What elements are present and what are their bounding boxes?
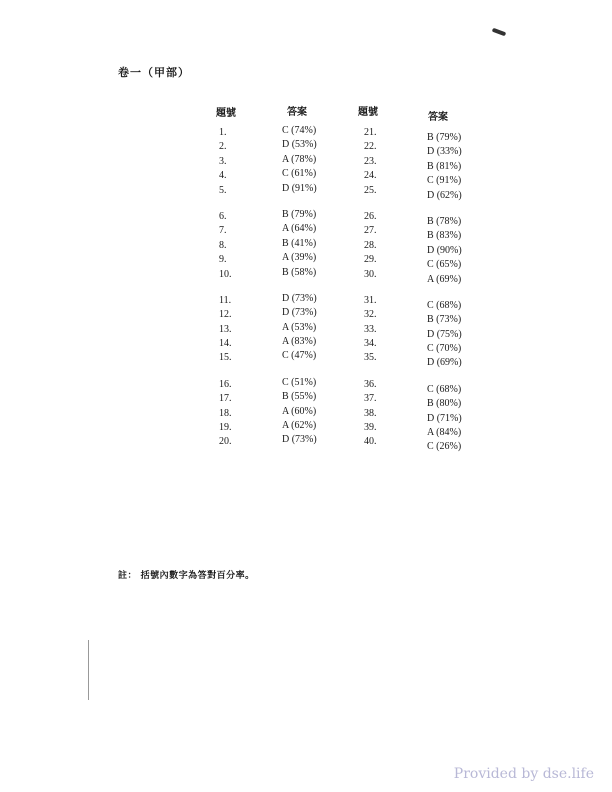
group-spacer <box>219 282 232 294</box>
answer-value: D (91%) <box>282 182 317 194</box>
question-number: 37. <box>364 393 377 405</box>
question-number: 5. <box>219 184 227 196</box>
group-spacer <box>282 364 317 376</box>
answer-value: D (73%) <box>282 434 317 446</box>
group-spacer <box>219 366 232 378</box>
answer-value: A (39%) <box>282 252 317 264</box>
group-spacer <box>427 287 462 299</box>
header-question-left: 題號 <box>216 108 236 119</box>
answer-value: D (53%) <box>282 139 317 151</box>
answer-value: A (62%) <box>282 420 317 432</box>
answer-value: D (33%) <box>427 146 462 158</box>
question-number: 6. <box>219 210 227 222</box>
answer-value: A (64%) <box>282 223 317 235</box>
answer-value: B (55%) <box>282 391 317 403</box>
question-number: 25. <box>364 184 377 196</box>
footnote: 註： 括號內數字為答對百分率。 <box>118 571 255 581</box>
header-answer-left: 答案 <box>287 107 307 118</box>
question-number: 15. <box>219 352 232 364</box>
question-number: 13. <box>219 323 232 335</box>
answer-value: D (73%) <box>282 307 317 319</box>
answer-value: C (61%) <box>282 168 317 180</box>
provider-watermark: Provided by dse.life <box>453 766 594 782</box>
answer-value: A (83%) <box>282 336 317 348</box>
answer-value: C (91%) <box>427 175 462 187</box>
answer-column-right <box>427 131 462 455</box>
answer-value: D (75%) <box>427 328 462 340</box>
question-number: 9. <box>219 254 227 266</box>
answer-value: B (83%) <box>427 230 462 242</box>
question-number: 32. <box>364 309 377 321</box>
answer-value: A (78%) <box>282 153 317 165</box>
group-spacer <box>364 366 377 378</box>
question-number: 18. <box>219 407 232 419</box>
question-number: 8. <box>219 239 227 251</box>
answer-value: A (69%) <box>427 273 462 285</box>
answer-value: B (73%) <box>427 314 462 326</box>
answer-value: B (41%) <box>282 237 317 249</box>
question-number: 24. <box>364 170 377 182</box>
answer-value: A (60%) <box>282 405 317 417</box>
answer-value: D (71%) <box>427 412 462 424</box>
answer-value: B (81%) <box>427 160 462 172</box>
question-number: 14. <box>219 338 232 350</box>
question-number: 22. <box>364 141 377 153</box>
question-number: 40. <box>364 436 377 448</box>
question-number: 16. <box>219 378 232 390</box>
question-number: 30. <box>364 268 377 280</box>
question-number: 20. <box>219 436 232 448</box>
answer-value: C (68%) <box>427 299 462 311</box>
question-number: 36. <box>364 378 377 390</box>
answer-value: D (73%) <box>282 292 317 304</box>
question-number: 31. <box>364 294 377 306</box>
header-question-right: 題號 <box>358 107 378 118</box>
answer-value: C (26%) <box>427 441 462 453</box>
answer-value: C (70%) <box>427 343 462 355</box>
question-number: 3. <box>219 155 227 167</box>
answer-value: B (79%) <box>427 132 462 143</box>
question-number: 39. <box>364 422 377 434</box>
question-number: 38. <box>364 407 377 419</box>
section-title: 卷一（甲部） <box>118 66 190 79</box>
group-spacer <box>427 371 462 383</box>
question-column-left <box>219 126 232 450</box>
question-number: 4. <box>219 170 227 182</box>
group-spacer <box>282 196 317 208</box>
question-number: 35. <box>364 352 377 364</box>
answer-value: B (78%) <box>427 215 462 227</box>
scan-mark <box>492 28 507 37</box>
answer-value: C (68%) <box>427 383 462 395</box>
question-number: 17. <box>219 393 232 405</box>
group-spacer <box>364 198 377 210</box>
question-number: 26. <box>364 210 377 222</box>
answer-value: B (58%) <box>282 266 317 278</box>
question-column-right <box>364 126 377 450</box>
question-number: 21. <box>364 127 377 138</box>
answer-value: B (80%) <box>427 398 462 410</box>
question-number: 23. <box>364 155 377 167</box>
answer-value: A (84%) <box>427 427 462 439</box>
group-spacer <box>282 280 317 292</box>
question-number: 12. <box>219 309 232 321</box>
group-spacer <box>219 198 232 210</box>
answer-value: B (79%) <box>282 208 317 220</box>
group-spacer <box>364 282 377 294</box>
answer-value: C (74%) <box>282 125 317 136</box>
scan-edge-line <box>88 640 89 700</box>
answer-value: D (62%) <box>427 189 462 201</box>
answer-value: D (69%) <box>427 357 462 369</box>
answer-value: D (90%) <box>427 244 462 256</box>
question-number: 29. <box>364 254 377 266</box>
question-number: 10. <box>219 268 232 280</box>
answer-value: A (53%) <box>282 321 317 333</box>
group-spacer <box>427 203 462 215</box>
answer-value: C (51%) <box>282 376 317 388</box>
answer-column-left <box>282 124 317 448</box>
question-number: 28. <box>364 239 377 251</box>
question-number: 19. <box>219 422 232 434</box>
question-number: 1. <box>219 127 227 138</box>
question-number: 7. <box>219 225 227 237</box>
answer-value: C (47%) <box>282 350 317 362</box>
question-number: 33. <box>364 323 377 335</box>
header-answer-right: 答案 <box>428 112 448 123</box>
answer-value: C (65%) <box>427 259 462 271</box>
question-number: 34. <box>364 338 377 350</box>
question-number: 27. <box>364 225 377 237</box>
question-number: 2. <box>219 141 227 153</box>
question-number: 11. <box>219 294 232 306</box>
